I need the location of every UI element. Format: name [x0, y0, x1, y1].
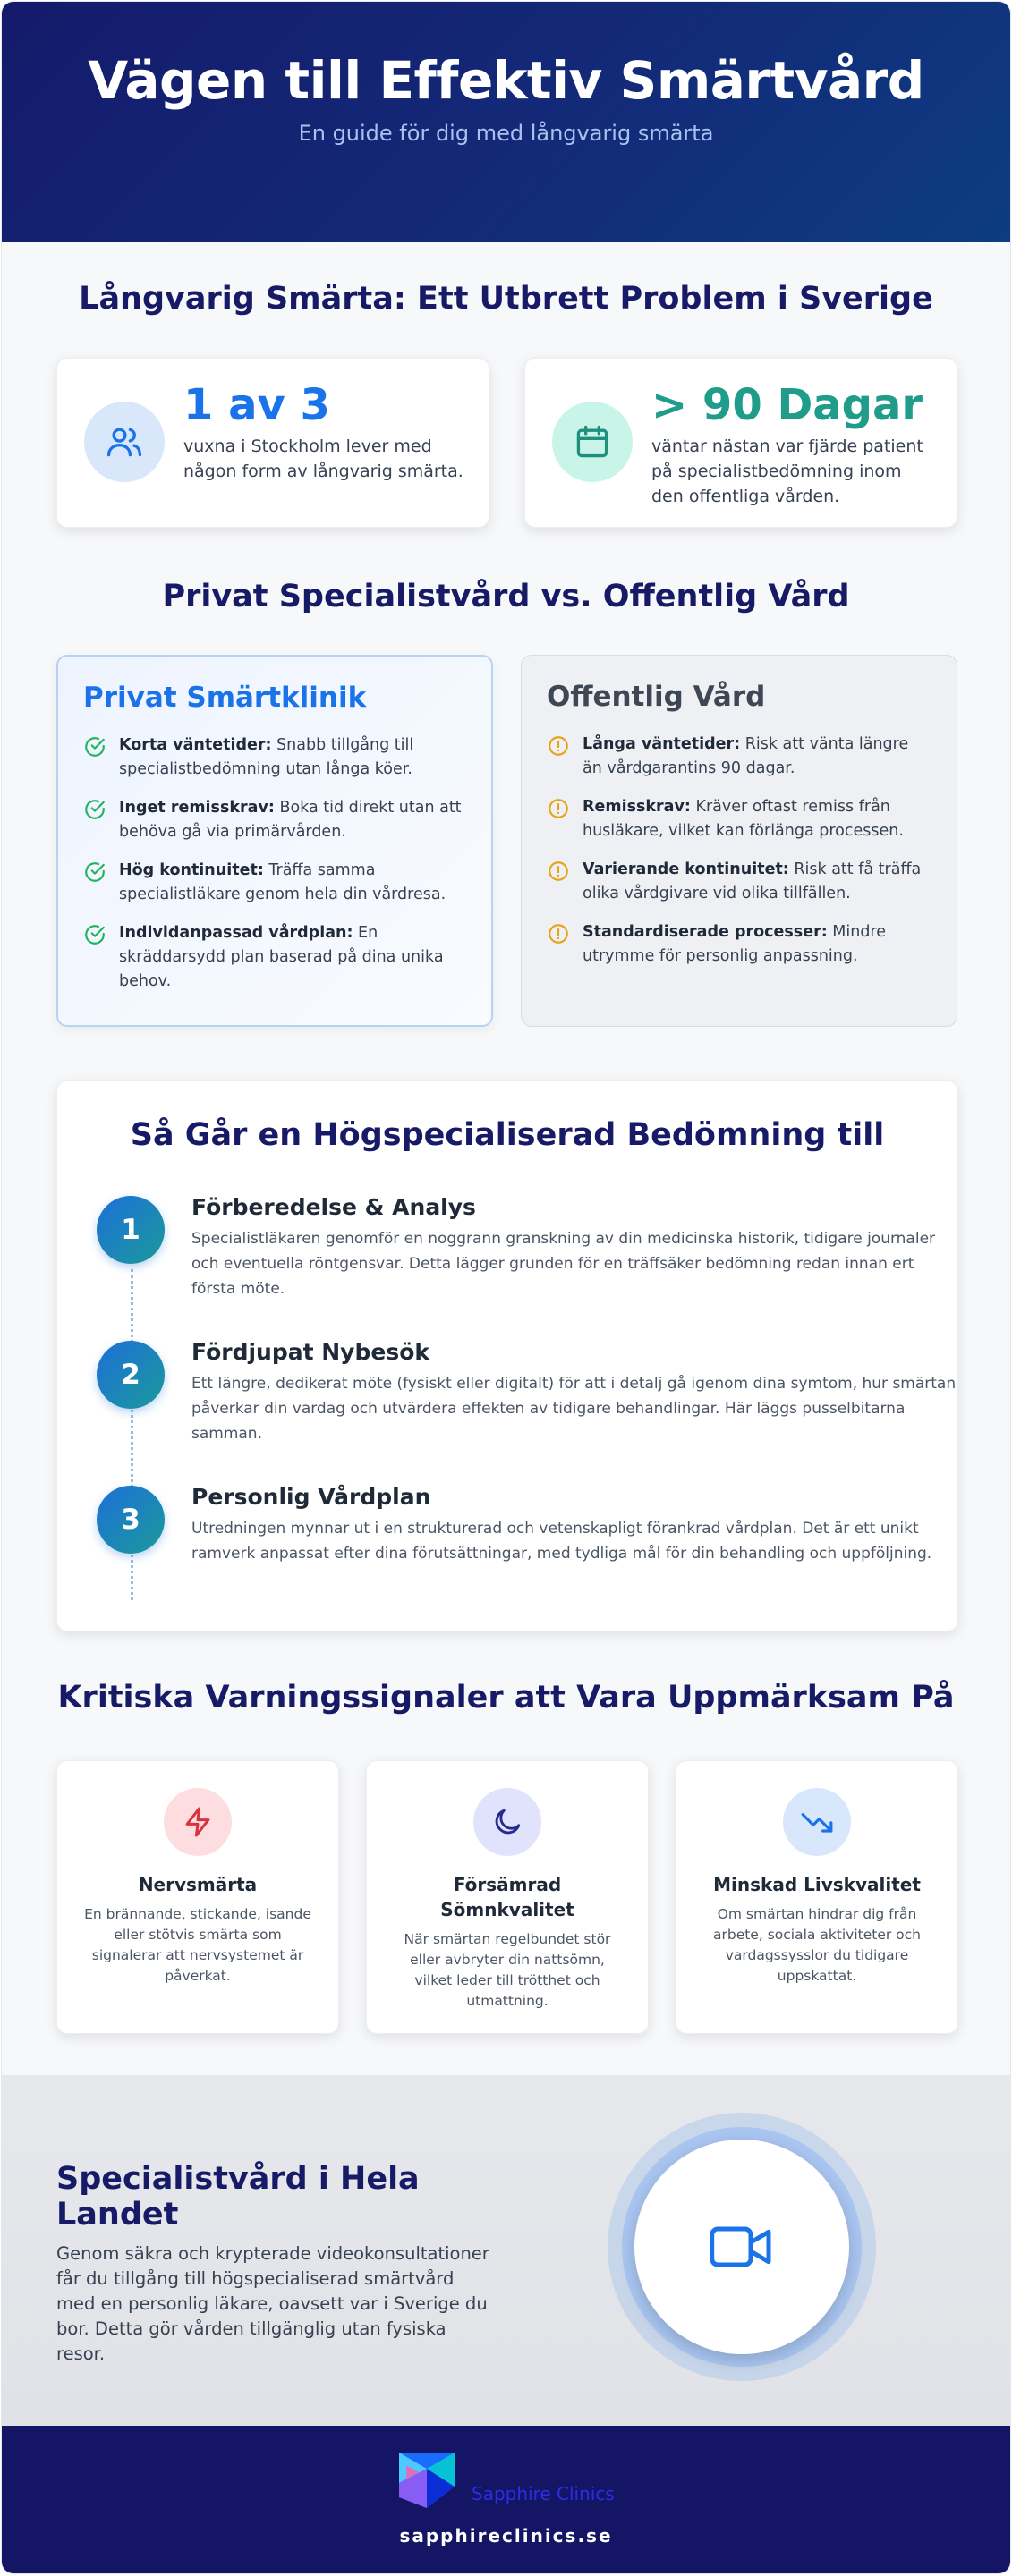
video-camera-icon — [634, 2140, 849, 2354]
stat-value: 1 av 3 — [183, 380, 330, 430]
moon-icon — [473, 1788, 541, 1856]
list-item: Hög kontinuitet: Träffa samma specialistläkare genom hela din vårdresa. — [83, 859, 466, 907]
step-description: Ett längre, dedikerat möte (fysiskt eller digitalt) för att i detalj gå igenom dina symtom, hur smärtan påverkar din vardag och utvärdera effekten av tidigare behandlingar. Här läggs pusselbitarna samman. — [191, 1375, 957, 1443]
process-title: Så Går en Högspecialiserad Bedömning till — [130, 1117, 885, 1153]
step-description: Specialistläkaren genomför en noggrann granskning av din medicinska historik, tidigare journaler och eventuella röntgensvar. Detta lägger grunden för en träffsäker bedömning redan innan ert första möte. — [191, 1230, 936, 1298]
list-item: Standardiserade processer: Mindre utrymme för personlig anpassning. — [547, 920, 931, 969]
private-clinic-card — [56, 655, 493, 1027]
list-item: Varierande kontinuitet: Risk att få träffa olika vårdgivare vid olika tillfällen. — [547, 858, 931, 906]
public-care-heading: Offentlig Vård — [547, 681, 766, 713]
private-benefits-list — [83, 733, 466, 994]
alert-circle-icon — [547, 797, 570, 820]
warnings-title: Kritiska Varningssignaler att Vara Uppmärksam På — [57, 1680, 955, 1716]
private-clinic-heading: Privat Smärtklinik — [83, 682, 367, 714]
public-drawbacks-list — [547, 733, 931, 969]
footer — [2, 2426, 1010, 2574]
list-item: Remisskrav: Kräver oftast remiss från husläkare, vilket kan förlänga processen. — [547, 795, 931, 843]
trending-down-icon — [783, 1788, 851, 1856]
telehealth-section — [2, 2075, 1010, 2426]
check-circle-icon — [83, 798, 106, 821]
comparison-title: Privat Specialistvård vs. Offentlig Vård — [162, 579, 850, 614]
page-title: Vägen till Effektiv Smärtvård — [88, 50, 924, 111]
brand-logo — [399, 2453, 455, 2508]
warning-card-sleep — [366, 1760, 649, 2034]
step-title: Förberedelse & Analys — [191, 1194, 476, 1220]
list-item: Individanpassad vårdplan: En skräddarsydd plan baserad på dina unika behov. — [83, 921, 466, 994]
infographic-page — [1, 1, 1011, 2574]
step-title: Personlig Vårdplan — [191, 1484, 431, 1510]
stat-description: vuxna i Stockholm lever med någon form av långvarig smärta. — [183, 436, 463, 481]
telehealth-text: Genom säkra och krypterade videokonsultationer får du tillgång till högspecialiserad smärtvård med en personlig läkare, oavsett var i Sverige du bor. Detta gör vården tillgänglig utan fysiska resor. — [56, 2243, 489, 2364]
step-description: Utredningen mynnar ut i en strukturerad och vetenskapligt förankrad vårdplan. Det är ett unikt ramverk anpassat efter dina förutsättningar, med tydliga mål för din behandling och uppföljning. — [191, 1520, 932, 1563]
users-icon — [84, 402, 165, 482]
step-number: 1 — [97, 1196, 165, 1264]
list-item: Korta väntetider: Snabb tillgång till specialistbedömning utan långa köer. — [83, 733, 466, 782]
process-card — [56, 1080, 958, 1631]
footer-link[interactable]: sapphireclinics.se — [399, 2525, 613, 2546]
problem-title: Långvarig Smärta: Ett Utbrett Problem i Sverige — [79, 281, 933, 317]
stat-value: > 90 Dagar — [651, 380, 923, 430]
brand-name: Sapphire Clinics — [472, 2483, 615, 2504]
check-circle-icon — [83, 923, 106, 946]
telehealth-title: Specialistvård i Hela Landet — [56, 2161, 420, 2233]
alert-circle-icon — [547, 860, 570, 883]
lightning-icon — [164, 1788, 232, 1856]
warning-card-quality-of-life — [676, 1760, 958, 2034]
stat-card-wait-time — [524, 358, 957, 528]
alert-circle-icon — [547, 922, 570, 945]
public-care-card — [521, 655, 957, 1027]
step-title: Fördjupat Nybesök — [191, 1339, 430, 1365]
warning-title: Försämrad Sömnkvalitet — [440, 1874, 574, 1920]
warning-title: Minskad Livskvalitet — [713, 1874, 921, 1895]
page-subtitle: En guide för dig med långvarig smärta — [298, 121, 714, 146]
warning-card-nerve-pain — [56, 1760, 339, 2034]
warning-title: Nervsmärta — [138, 1874, 258, 1895]
calendar-icon — [552, 402, 633, 482]
step-number: 3 — [97, 1486, 165, 1554]
list-item: Inget remisskrav: Boka tid direkt utan att behöva gå via primärvården. — [83, 796, 466, 844]
hero-header — [2, 2, 1010, 242]
stat-description: väntar nästan var fjärde patient på specialistbedömning inom den offentliga vården. — [651, 436, 923, 506]
stat-card-prevalence — [56, 358, 489, 528]
check-circle-icon — [83, 860, 106, 884]
warning-description: Om smärtan hindrar dig från arbete, sociala aktiviteter och vardagssysslor du tidigare uppskattat. — [712, 1906, 922, 1984]
alert-circle-icon — [547, 734, 570, 758]
check-circle-icon — [83, 735, 106, 758]
list-item: Långa väntetider: Risk att vänta längre än vårdgarantins 90 dagar. — [547, 733, 931, 781]
warning-description: När smärtan regelbundet stör eller avbryter din nattsömn, vilket leder till trötthet och utmattning. — [404, 1931, 611, 2009]
step-number: 2 — [97, 1341, 165, 1409]
warning-description: En brännande, stickande, isande eller stötvis smärta som signalerar att nervsystemet är påverkat. — [84, 1906, 311, 1984]
